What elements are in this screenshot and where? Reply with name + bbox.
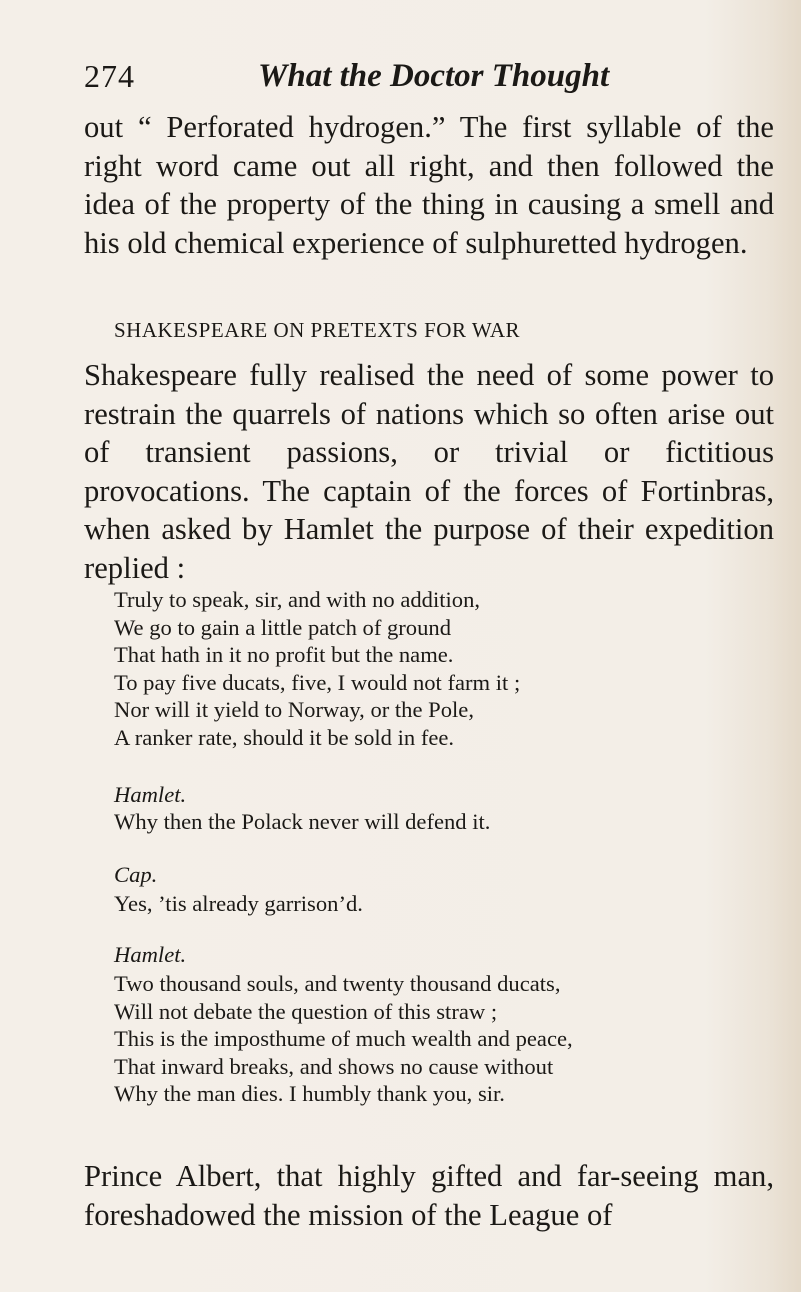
page-header	[84, 58, 724, 98]
speaker-hamlet: Hamlet.	[114, 942, 187, 967]
verse-line: That hath in it no profit but the name.	[114, 642, 454, 667]
verse-line: Why then the Polack never will defend it.	[114, 809, 491, 834]
paragraph-2: Shakespeare fully realised the need of some power to restrain the quarrels of nations which so often arise out of transient passions, or trivial or fictitious provocations. The captain of the forces of Fortinbras, when asked by Hamlet the purpose of their expedition replied :	[84, 358, 774, 585]
verse-block-4	[114, 970, 573, 1108]
verse-line: To pay five ducats, five, I would not farm it ;	[114, 669, 521, 695]
verse-line: Yes, ’tis already garrison’d.	[114, 891, 363, 916]
verse-line: Truly to speak, sir, and with no addition,	[114, 587, 481, 612]
verse-line: Will not debate the question of this straw ;	[114, 998, 498, 1024]
page-number: 274	[84, 58, 135, 94]
speaker-hamlet: Hamlet.	[114, 782, 187, 807]
verse-block-1	[114, 586, 520, 751]
verse-line: We go to gain a little patch of ground	[114, 614, 451, 640]
verse-line: A ranker rate, should it be sold in fee.	[114, 724, 455, 750]
speaker-captain: Cap.	[114, 862, 158, 887]
paragraph-3: Prince Albert, that highly gifted and far-seeing man, foreshadowed the mission of the League of	[84, 1159, 774, 1232]
section-heading: SHAKESPEARE ON PRETEXTS FOR WAR	[114, 318, 520, 342]
verse-line: This is the imposthume of much wealth and peace,	[114, 1026, 573, 1051]
running-title: What the Doctor Thought	[258, 58, 610, 94]
paragraph-1: out “ Perforated hydrogen.” The first syllable of the right word came out all right, and then followed the idea of the property of the thing in causing a smell and his old chemical experience of sulphuretted hydrogen.	[84, 110, 774, 260]
verse-line: Nor will it yield to Norway, or the Pole,	[114, 697, 474, 722]
verse-block-3	[114, 890, 363, 918]
verse-block-2	[114, 808, 490, 836]
verse-line: Two thousand souls, and twenty thousand ducats,	[114, 971, 561, 996]
verse-line: Why the man dies. I humbly thank you, sir.	[114, 1081, 505, 1106]
verse-line: That inward breaks, and shows no cause without	[114, 1053, 554, 1079]
